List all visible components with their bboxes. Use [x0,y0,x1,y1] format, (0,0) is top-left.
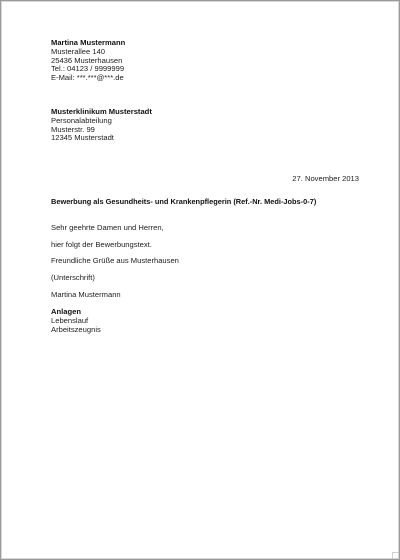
letter-subject: Bewerbung als Gesundheits- und Krankenpflegerin (Ref.-Nr. Medi-Jobs-0-7) [51,197,317,206]
enclosure-item: Lebenslauf [51,315,89,325]
recipient-street: Musterstr. 99 [51,124,95,134]
enclosures [51,308,101,334]
signature-placeholder: (Unterschrift) [51,273,95,282]
recipient-address [51,108,152,143]
letter-date: 27. November 2013 [292,174,359,183]
closing-phrase: Freundliche Grüße aus Musterhausen [51,256,179,265]
greeting: Sehr geehrte Damen und Herren, [51,223,164,232]
sender-street: Musterallee 140 [51,46,106,56]
recipient-department: Personalabteilung [51,115,112,125]
signer-name: Martina Mustermann [51,290,121,299]
enclosures-heading: Anlagen [51,307,81,316]
sender-address [51,39,125,83]
sender-name: Martina Mustermann [51,38,126,47]
body-intro: hier folgt der Bewerbungstext. [51,240,152,249]
recipient-company: Musterklinikum Musterstadt [51,107,152,116]
enclosure-item: Arbeitszeugnis [51,324,101,334]
sender-email: E-Mail: ***.***@***.de [51,73,124,83]
recipient-city: 12345 Musterstadt [51,133,114,143]
sender-city: 25436 Musterhausen [51,55,123,65]
sender-phone: Tel.: 04123 / 9999999 [51,64,125,74]
